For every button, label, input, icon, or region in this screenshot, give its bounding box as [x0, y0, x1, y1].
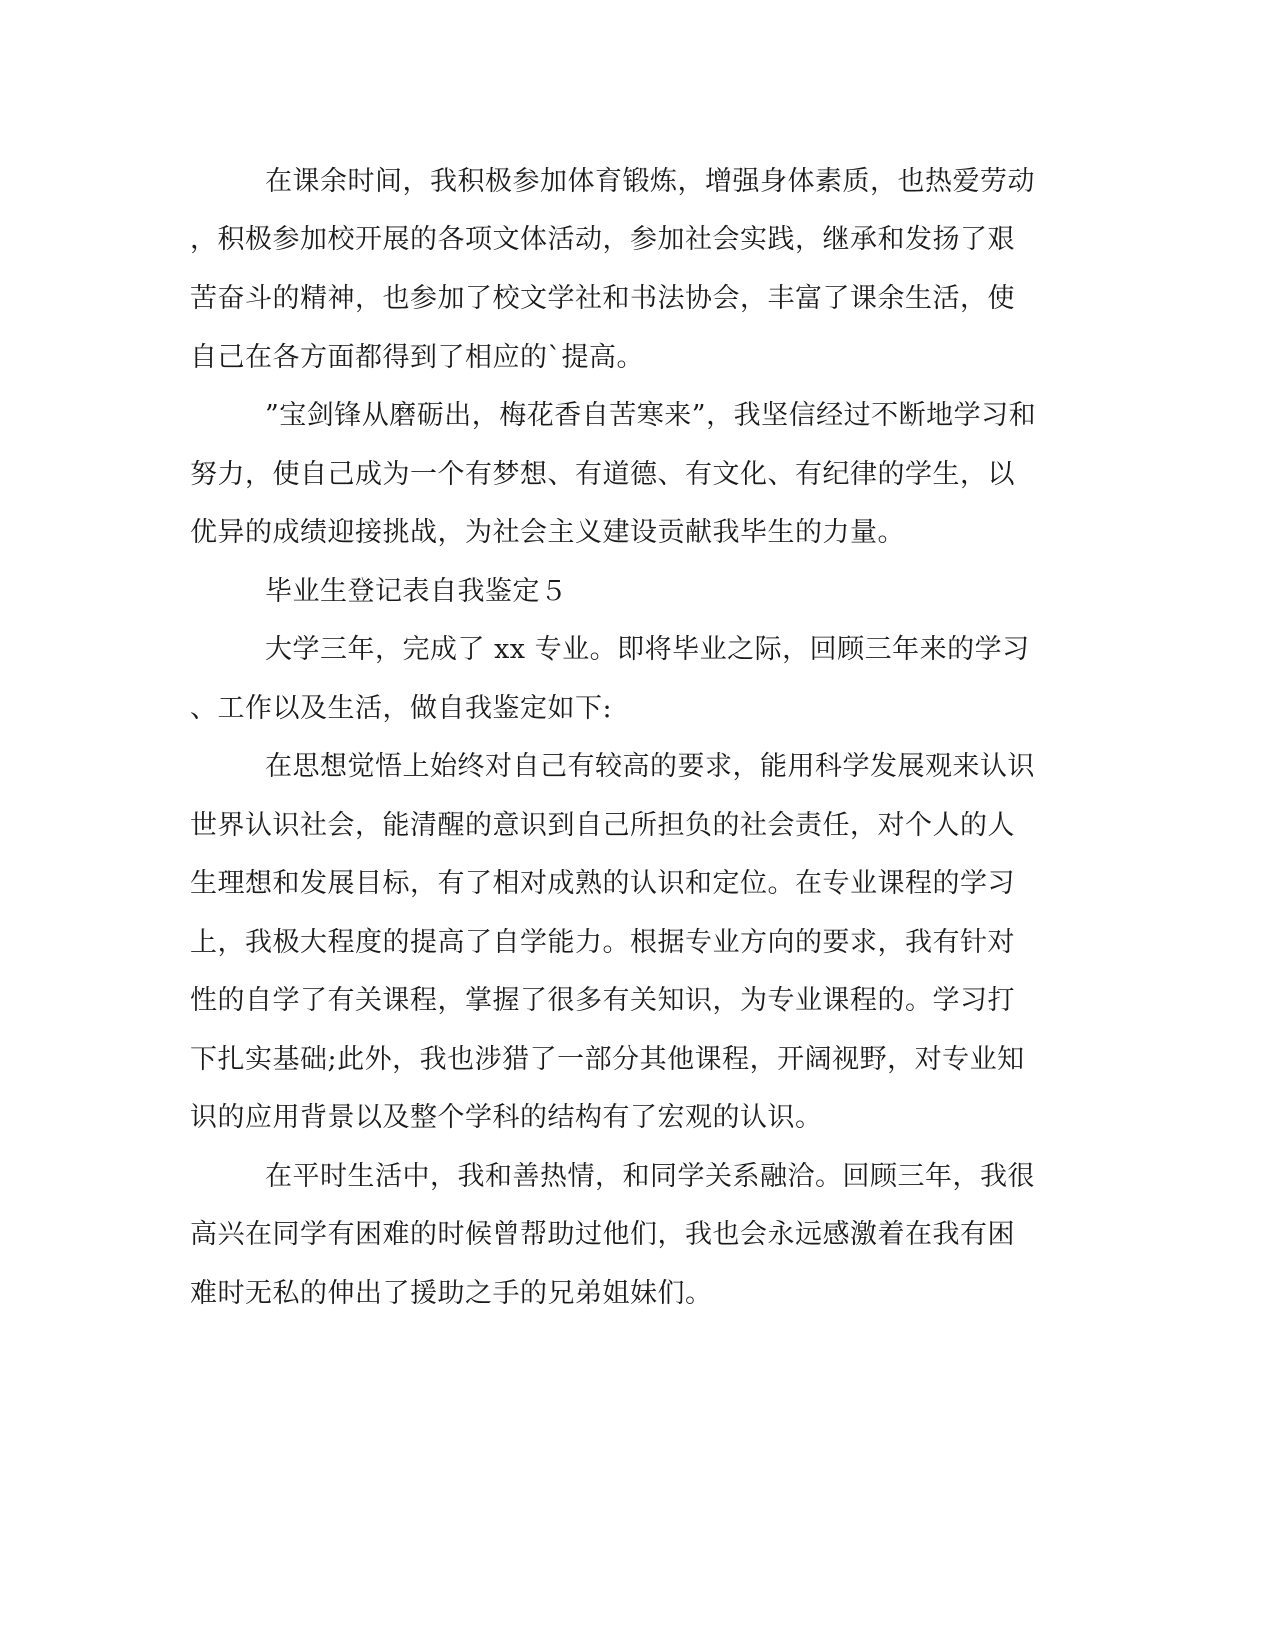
text-line: 自己在各方面都得到了相应的`提高。 — [190, 342, 644, 373]
text-line: 性的自学了有关课程，掌握了很多有关知识，为专业课程的。学习打 — [190, 985, 1015, 1016]
text-line: 下扎实基础;此外，我也涉猎了一部分其他课程，开阔视野，对专业知 — [190, 1044, 1025, 1075]
text-line: 努力，使自己成为一个有梦想、有道德、有文化、有纪律的学生，以 — [190, 459, 1015, 490]
text-line: 苦奋斗的精神，也参加了校文学社和书法协会，丰富了课余生活，使 — [190, 283, 1015, 314]
text-line: 优异的成绩迎接挑战，为社会主义建设贡献我毕生的力量。 — [190, 517, 905, 548]
section-heading: 毕业生登记表自我鉴定５ — [265, 576, 568, 607]
text-line: 在平时生活中，我和善热情，和同学关系融洽。回顾三年，我很 — [265, 1161, 1035, 1192]
text-line: 世界认识社会，能清醒的意识到自己所担负的社会责任，对个人的人 — [190, 810, 1015, 841]
text-line: 、工作以及生活，做自我鉴定如下: — [190, 693, 613, 724]
text-line: 难时无私的伸出了援助之手的兄弟姐妹们。 — [190, 1278, 713, 1309]
text-line: 在思想觉悟上始终对自己有较高的要求，能用科学发展观来认识 — [265, 751, 1035, 782]
text-line: 识的应用背景以及整个学科的结构有了宏观的认识。 — [190, 1102, 823, 1133]
text-line: ，积极参加校开展的各项文体活动，参加社会实践，继承和发扬了艰 — [190, 224, 1015, 255]
text-line: 上，我极大程度的提高了自学能力。根据专业方向的要求，我有针对 — [190, 927, 1015, 958]
text-line: 大学三年，完成了 xx 专业。即将毕业之际，回顾三年来的学习 — [265, 634, 1030, 665]
text-line: 高兴在同学有困难的时候曾帮助过他们，我也会永远感激着在我有困 — [190, 1219, 1015, 1250]
text-line: 生理想和发展目标，有了相对成熟的认识和定位。在专业课程的学习 — [190, 868, 1015, 899]
text-line: ”宝剑锋从磨砺出，梅花香自苦寒来”，我坚信经过不断地学习和 — [265, 400, 1037, 431]
text-line: 在课余时间，我积极参加体育锻炼，增强身体素质，也热爱劳动 — [265, 166, 1035, 197]
